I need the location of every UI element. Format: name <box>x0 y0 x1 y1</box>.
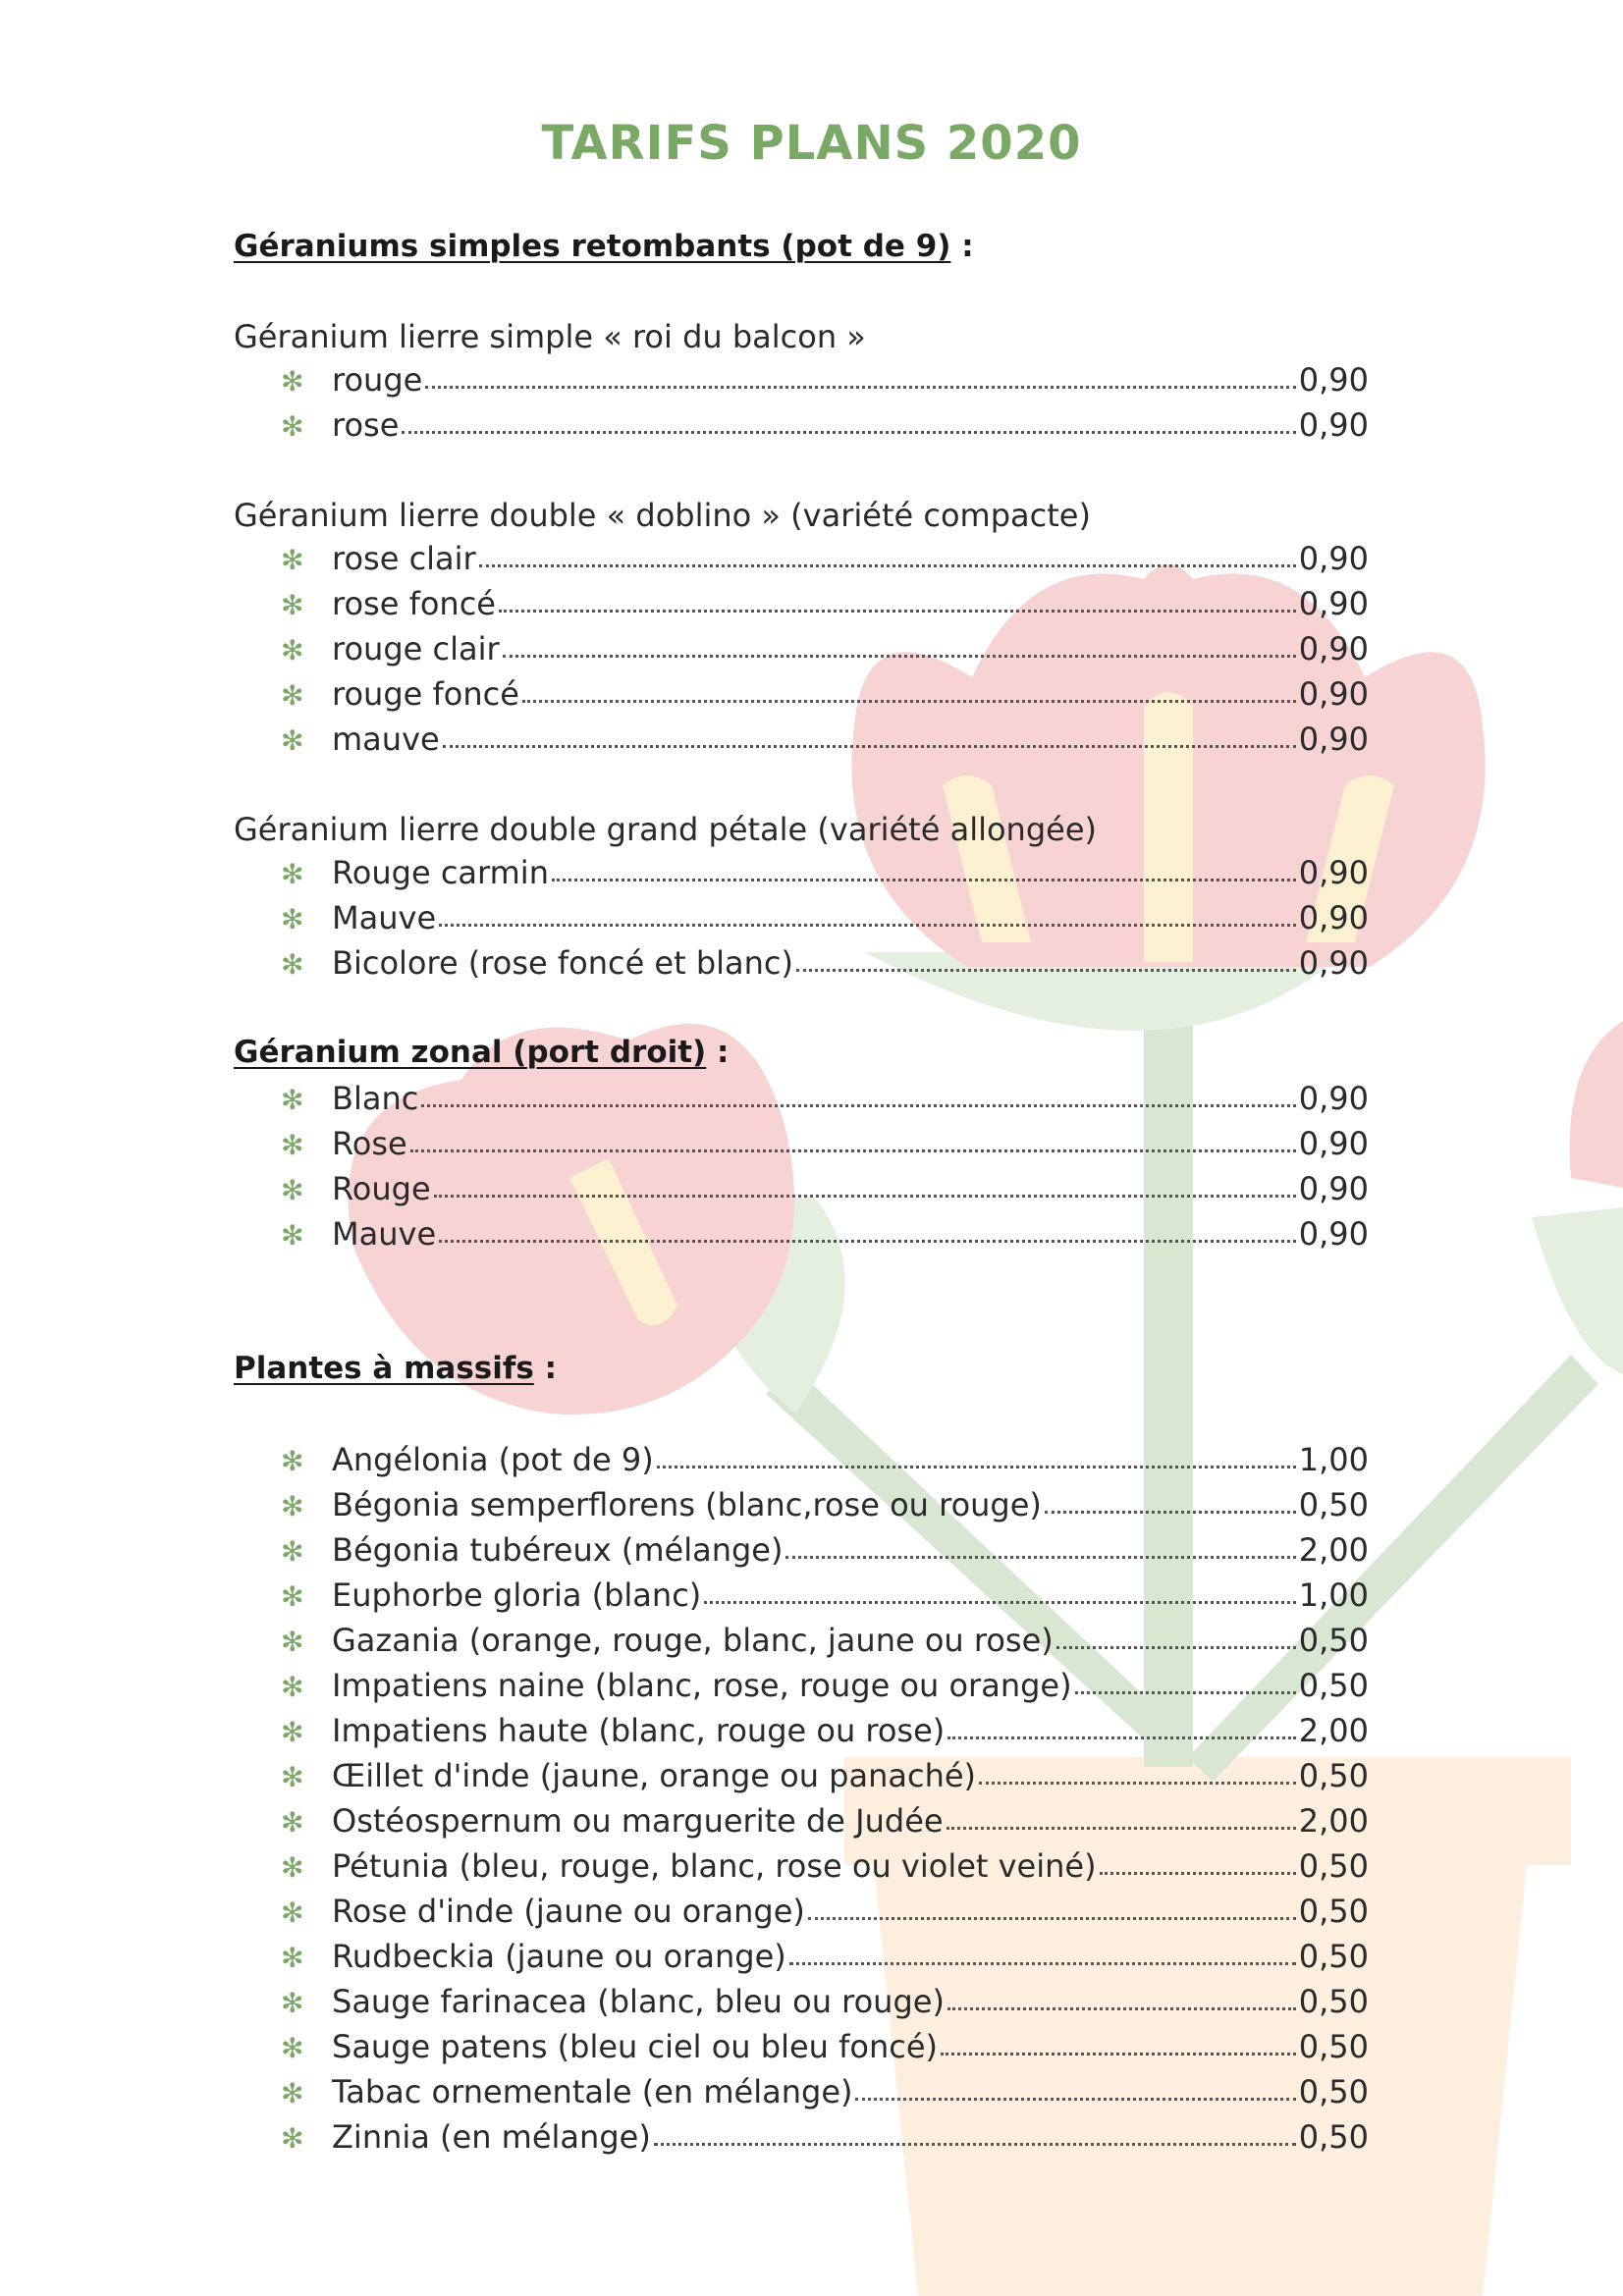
flower-bullet-icon: ✻ <box>281 948 304 981</box>
price-row: ✻ Blanc 0,90 <box>281 1080 1369 1117</box>
flower-bullet-icon: ✻ <box>281 2122 304 2155</box>
price-row: ✻ rose foncé 0,90 <box>281 585 1369 622</box>
flower-bullet-icon: ✻ <box>281 679 304 712</box>
price-row: ✻ rouge clair 0,90 <box>281 630 1369 667</box>
flower-bullet-icon: ✻ <box>281 544 304 576</box>
price-row: ✻ rouge foncé 0,90 <box>281 675 1369 713</box>
price-row: ✻ Zinnia (en mélange) 0,50 <box>281 2118 1369 2156</box>
group-label-doblino: Géranium lierre double « doblino » (variété compacte) <box>234 497 1091 534</box>
flower-bullet-icon: ✻ <box>281 1896 304 1929</box>
flower-bullet-icon: ✻ <box>281 1716 304 1748</box>
page-title: TARIFS PLANS 2020 <box>541 116 1082 171</box>
price-row: ✻ Sauge farinacea (blanc, bleu ou rouge) 0,50 <box>281 1983 1369 2020</box>
price-row: ✻ Ostéospernum ou marguerite de Judée 2,00 <box>281 1802 1369 1840</box>
flower-bullet-icon: ✻ <box>281 858 304 890</box>
section-heading-geranium-zonal: Géranium zonal (port droit) : <box>234 1035 730 1070</box>
price-row: ✻ Pétunia (bleu, rouge, blanc, rose ou violet veiné) 0,50 <box>281 1847 1369 1885</box>
price-row: ✻ Bégonia tubéreux (mélange) 2,00 <box>281 1531 1369 1569</box>
section-heading-geranium-retombants: Géraniums simples retombants (pot de 9) : <box>234 229 974 264</box>
flower-bullet-icon: ✻ <box>281 1490 304 1522</box>
price-row: ✻ Rouge 0,90 <box>281 1170 1369 1207</box>
flower-bullet-icon: ✻ <box>281 2077 304 2109</box>
flower-bullet-icon: ✻ <box>281 365 304 398</box>
price-row: ✻ rose 0,90 <box>281 406 1369 444</box>
flower-bullet-icon: ✻ <box>281 1129 304 1161</box>
price-row: ✻ Angélonia (pot de 9) 1,00 <box>281 1441 1369 1478</box>
price-row: ✻ Sauge patens (bleu ciel ou bleu foncé) 0,50 <box>281 2028 1369 2065</box>
flower-bullet-icon: ✻ <box>281 1626 304 1658</box>
flower-bullet-icon: ✻ <box>281 1174 304 1206</box>
price-row: ✻ Tabac ornementale (en mélange) 0,50 <box>281 2073 1369 2110</box>
price-row: ✻ rouge 0,90 <box>281 361 1369 399</box>
flower-bullet-icon: ✻ <box>281 1851 304 1884</box>
group-label-roi-du-balcon: Géranium lierre simple « roi du balcon » <box>234 318 866 355</box>
price-row: ✻ Mauve 0,90 <box>281 899 1369 936</box>
flower-bullet-icon: ✻ <box>281 1806 304 1839</box>
flower-bullet-icon: ✻ <box>281 1671 304 1703</box>
flower-bullet-icon: ✻ <box>281 1445 304 1477</box>
flower-bullet-icon: ✻ <box>281 1084 304 1116</box>
flower-bullet-icon: ✻ <box>281 410 304 443</box>
price-row: ✻ Impatiens naine (blanc, rose, rouge ou orange) 0,50 <box>281 1667 1369 1704</box>
price-row: ✻ Rouge carmin 0,90 <box>281 854 1369 891</box>
section-heading-plantes-massifs: Plantes à massifs : <box>234 1351 558 1386</box>
price-row: ✻ Rudbeckia (jaune ou orange) 0,50 <box>281 1938 1369 1975</box>
group-label-grand-petale: Géranium lierre double grand pétale (variété allongée) <box>234 811 1097 848</box>
price-row: ✻ Bicolore (rose foncé et blanc) 0,90 <box>281 944 1369 982</box>
price-row: ✻ Impatiens haute (blanc, rouge ou rose) 2,00 <box>281 1712 1369 1749</box>
flower-bullet-icon: ✻ <box>281 1942 304 1974</box>
flower-bullet-icon: ✻ <box>281 1219 304 1252</box>
flower-bullet-icon: ✻ <box>281 1580 304 1613</box>
price-row: ✻ mauve 0,90 <box>281 721 1369 758</box>
flower-bullet-icon: ✻ <box>281 1761 304 1793</box>
flower-bullet-icon: ✻ <box>281 2032 304 2064</box>
price-row: ✻ Mauve 0,90 <box>281 1215 1369 1253</box>
price-row: ✻ Œillet d'inde (jaune, orange ou panaché) 0,50 <box>281 1757 1369 1794</box>
flower-bullet-icon: ✻ <box>281 1987 304 2019</box>
price-row: ✻ Rose 0,90 <box>281 1125 1369 1162</box>
flower-bullet-icon: ✻ <box>281 589 304 621</box>
flower-bullet-icon: ✻ <box>281 634 304 667</box>
flower-bullet-icon: ✻ <box>281 724 304 757</box>
price-row: ✻ Euphorbe gloria (blanc) 1,00 <box>281 1576 1369 1614</box>
price-row: ✻ rose clair 0,90 <box>281 540 1369 577</box>
price-row: ✻ Gazania (orange, rouge, blanc, jaune ou rose) 0,50 <box>281 1622 1369 1659</box>
flower-bullet-icon: ✻ <box>281 903 304 935</box>
price-row: ✻ Rose d'inde (jaune ou orange) 0,50 <box>281 1893 1369 1930</box>
price-row: ✻ Bégonia semperflorens (blanc,rose ou rouge) 0,50 <box>281 1486 1369 1523</box>
flower-bullet-icon: ✻ <box>281 1535 304 1568</box>
